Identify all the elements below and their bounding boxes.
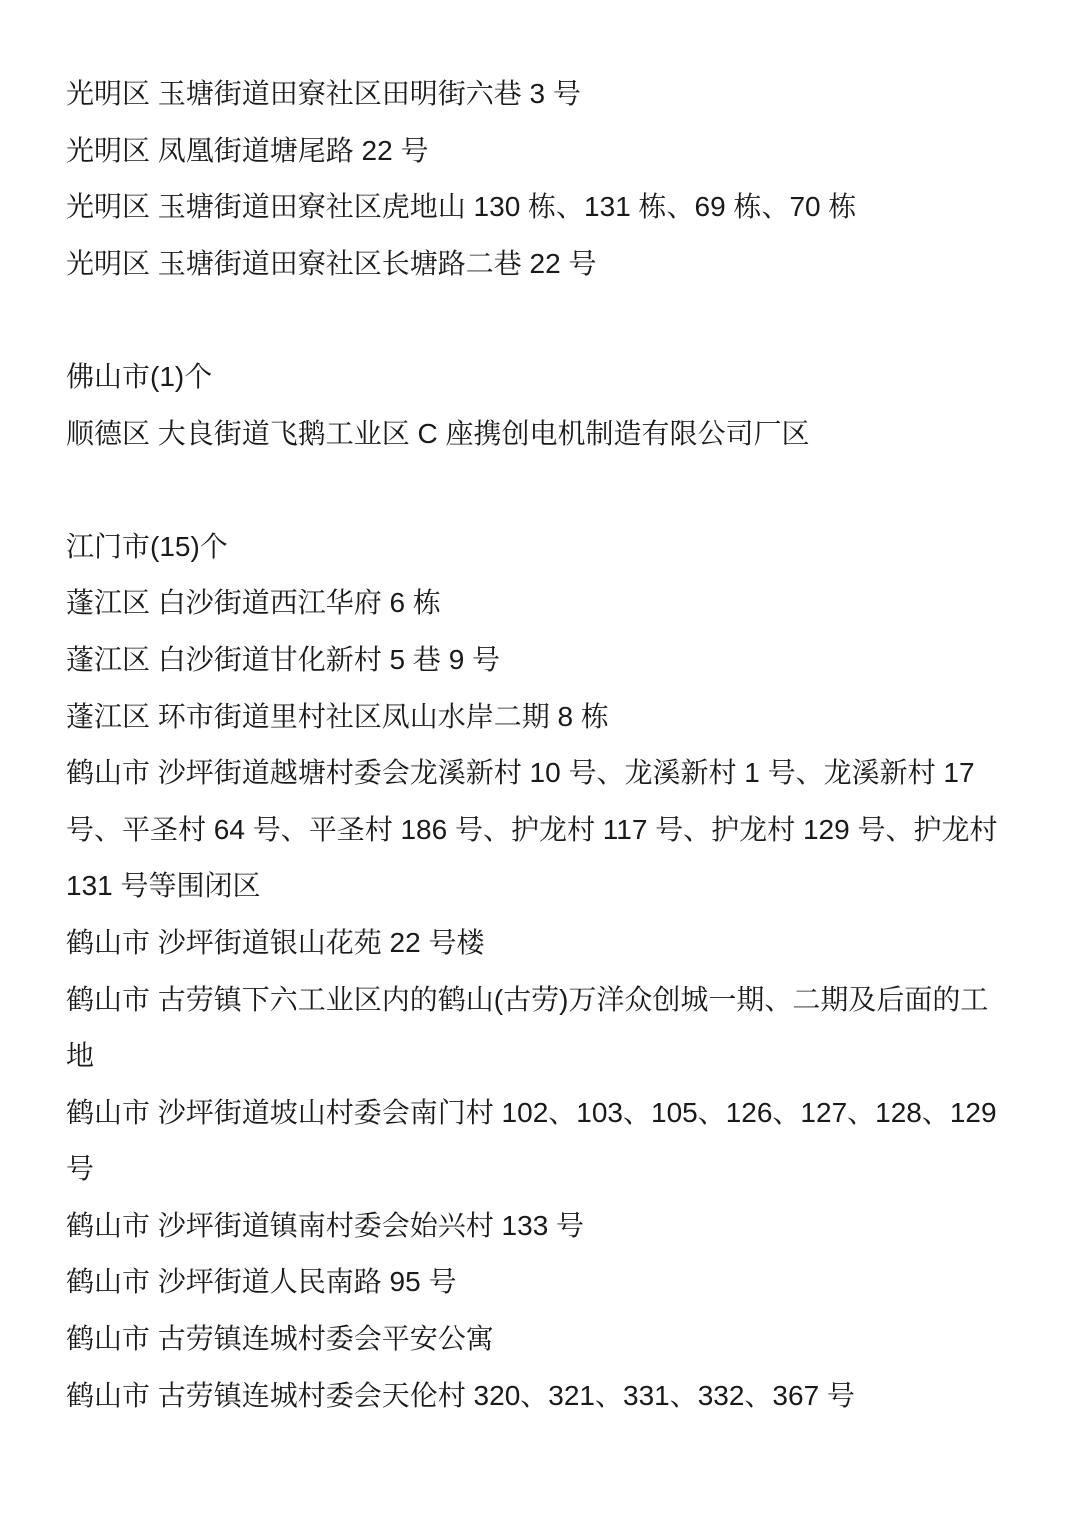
address-line-continued: 131 号等围闭区 <box>66 870 261 902</box>
city-heading: 佛山市(1)个 <box>66 360 213 392</box>
address-line: 光明区 玉塘街道田寮社区虎地山 130 栋、131 栋、69 栋、70 栋 <box>66 191 857 223</box>
address-line: 鹤山市 沙坪街道越塘村委会龙溪新村 10 号、龙溪新村 1 号、龙溪新村 17 <box>66 757 975 789</box>
address-line: 蓬江区 白沙街道甘化新村 5 巷 9 号 <box>66 643 501 675</box>
city-heading: 江门市(15)个 <box>66 530 228 562</box>
address-line: 蓬江区 环市街道里村社区凤山水岸二期 8 栋 <box>66 700 609 732</box>
address-line: 鹤山市 古劳镇连城村委会平安公寓 <box>66 1323 494 1355</box>
address-line: 蓬江区 白沙街道西江华府 6 栋 <box>66 587 441 619</box>
address-line-continued: 号 <box>66 1153 95 1185</box>
address-line-continued: 号、平圣村 64 号、平圣村 186 号、护龙村 117 号、护龙村 129 号、护龙村 <box>66 813 998 845</box>
section-spacer <box>66 462 1026 519</box>
address-line: 顺德区 大良街道飞鹅工业区 C 座携创电机制造有限公司厂区 <box>66 417 810 449</box>
address-line: 鹤山市 古劳镇连城村委会天伦村 320、321、331、332、367 号 <box>66 1379 855 1411</box>
address-line: 鹤山市 沙坪街道镇南村委会始兴村 133 号 <box>66 1209 585 1241</box>
address-line: 鹤山市 古劳镇下六工业区内的鹤山(古劳)万洋众创城一期、二期及后面的工 <box>66 983 989 1015</box>
address-line: 鹤山市 沙坪街道坡山村委会南门村 102、103、105、126、127、128、129 <box>66 1096 997 1128</box>
address-line: 鹤山市 沙坪街道人民南路 95 号 <box>66 1266 457 1298</box>
address-line: 光明区 玉塘街道田寮社区田明街六巷 3 号 <box>66 78 581 109</box>
address-line: 光明区 玉塘街道田寮社区长塘路二巷 22 号 <box>66 247 597 279</box>
address-line-continued: 地 <box>66 1040 95 1072</box>
address-line: 鹤山市 沙坪街道银山花苑 22 号楼 <box>66 926 485 958</box>
section-spacer <box>66 292 1026 349</box>
document-page <box>66 66 1026 1424</box>
address-line: 光明区 凤凰街道塘尾路 22 号 <box>66 134 429 166</box>
